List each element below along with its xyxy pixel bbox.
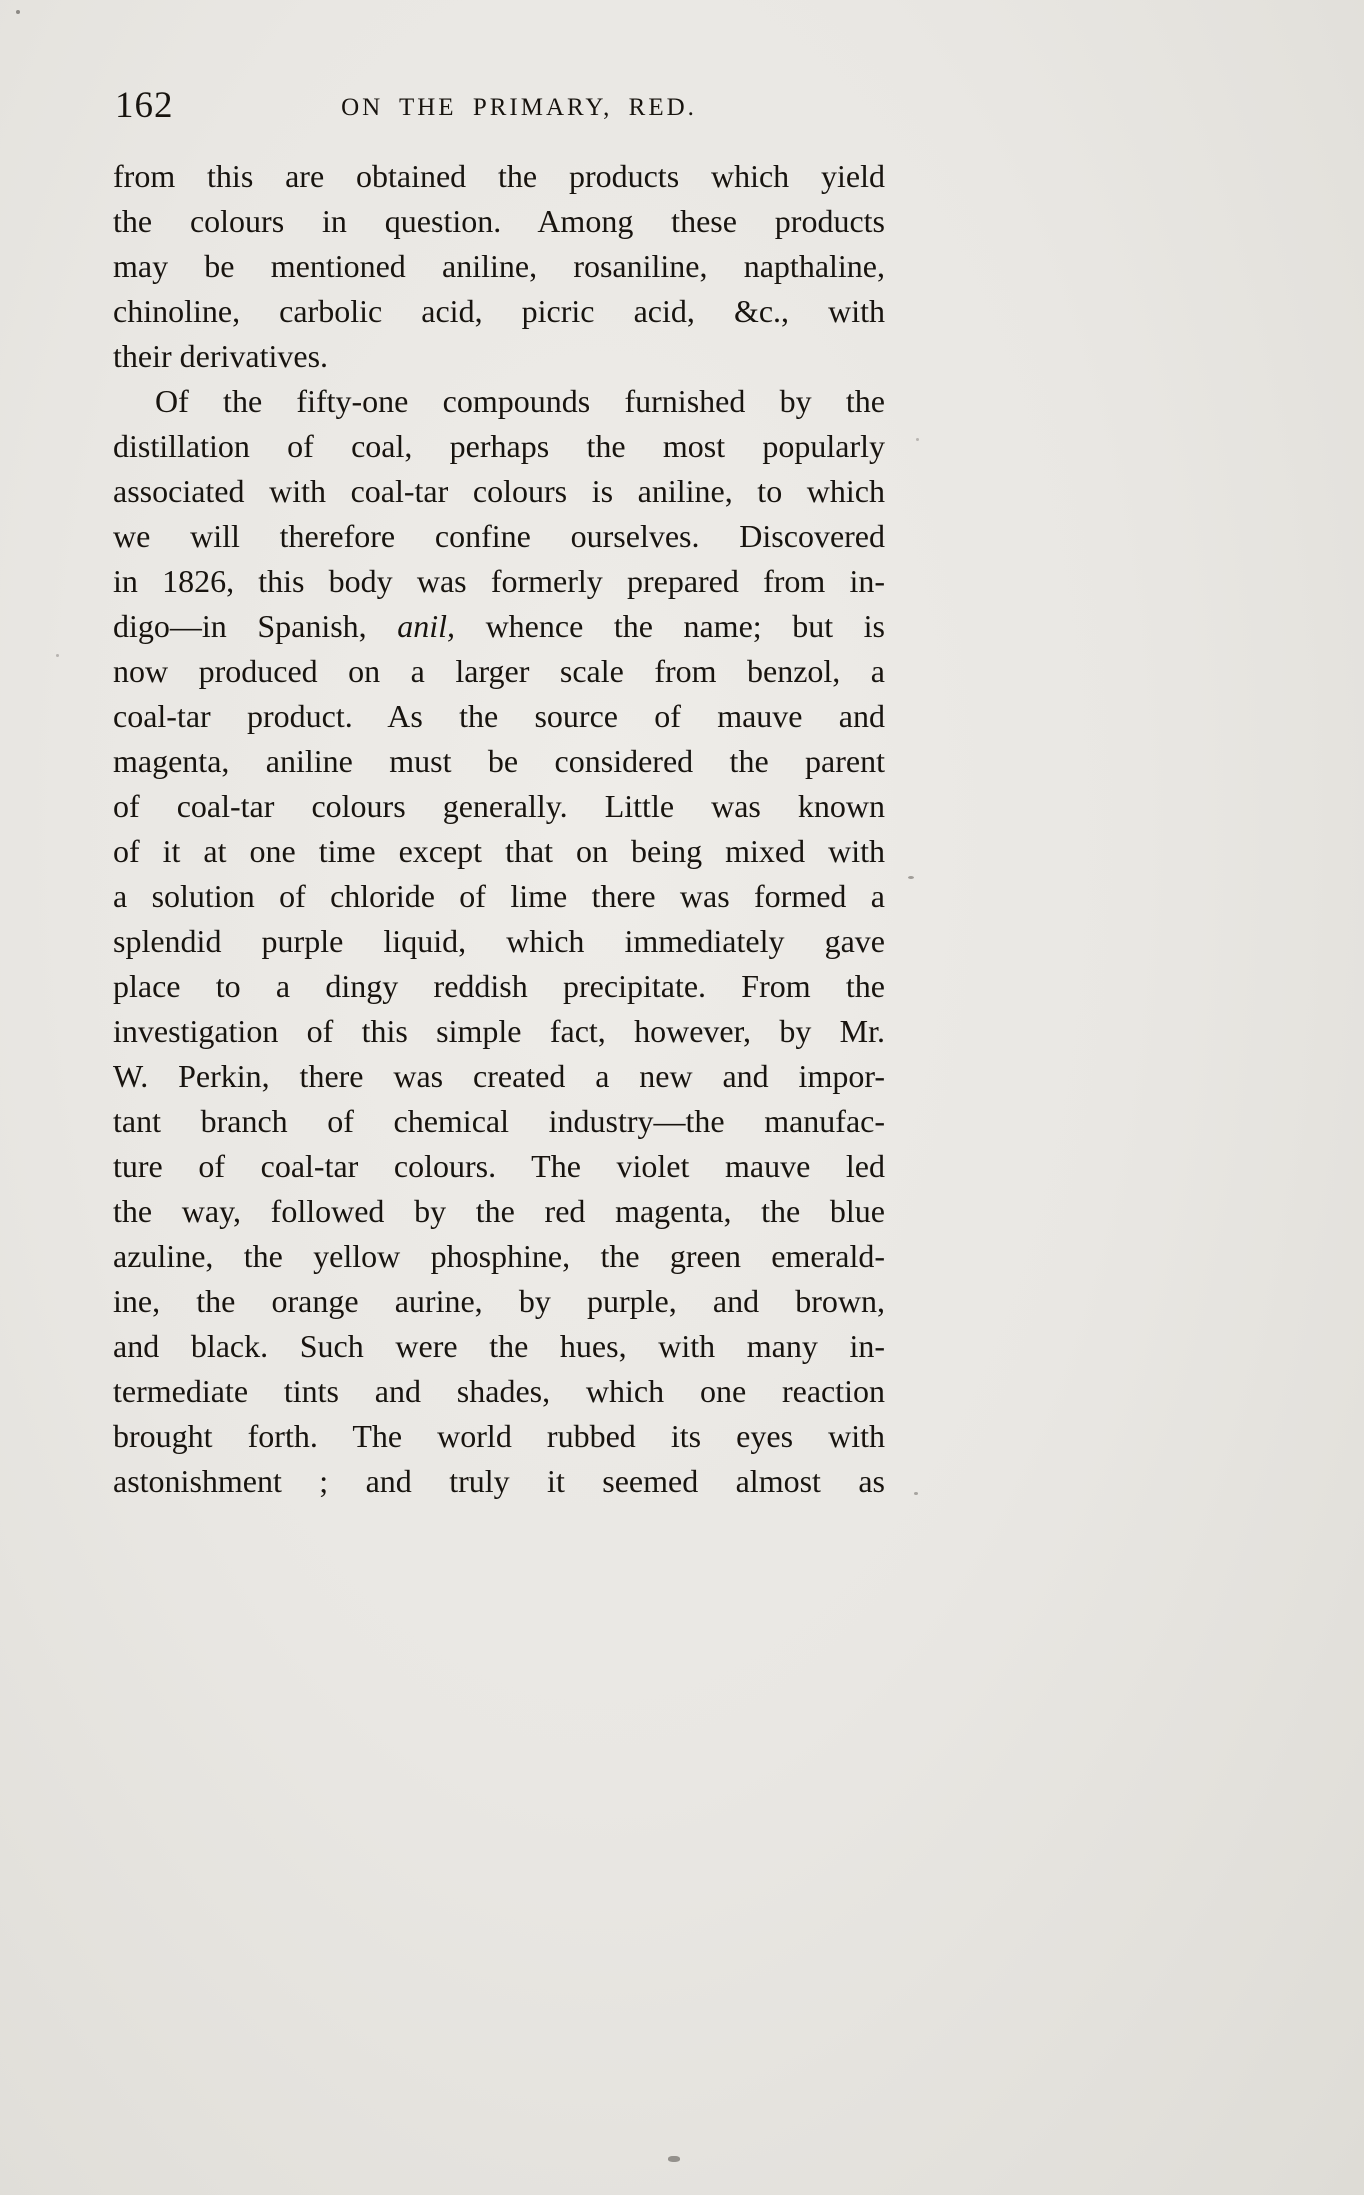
text-line bbox=[113, 244, 885, 289]
text-line bbox=[113, 604, 885, 649]
text-line bbox=[113, 649, 885, 694]
text-line bbox=[113, 739, 885, 784]
scan-speck bbox=[908, 876, 914, 879]
text-segment: of it at one time except that on being mixed with bbox=[113, 833, 885, 869]
text-segment: whence the name; but is bbox=[455, 608, 886, 644]
text-segment: astonishment ; and truly it seemed almost as bbox=[113, 1463, 885, 1499]
text-line bbox=[113, 1414, 885, 1459]
scan-speck bbox=[668, 2156, 680, 2162]
text-line bbox=[113, 1099, 885, 1144]
text-line bbox=[113, 1324, 885, 1369]
page-header-row bbox=[113, 84, 885, 130]
text-line bbox=[113, 379, 885, 424]
page-body bbox=[113, 154, 885, 1504]
text-segment: a solution of chloride of lime there was formed a bbox=[113, 878, 885, 914]
text-segment: in 1826, this body was formerly prepared from in- bbox=[113, 563, 885, 599]
text-line bbox=[113, 1279, 885, 1324]
text-segment: chinoline, carbolic acid, picric acid, &c., with bbox=[113, 293, 885, 329]
text-segment: brought forth. The world rubbed its eyes with bbox=[113, 1418, 885, 1454]
text-line bbox=[113, 1234, 885, 1279]
text-line bbox=[113, 829, 885, 874]
text-line bbox=[113, 199, 885, 244]
text-segment: associated with coal-tar colours is aniline, to which bbox=[113, 473, 885, 509]
text-segment: the way, followed by the red magenta, the blue bbox=[113, 1193, 885, 1229]
text-segment: coal-tar product. As the source of mauve and bbox=[113, 698, 885, 734]
text-segment: from this are obtained the products which yield bbox=[113, 158, 885, 194]
text-line bbox=[113, 514, 885, 559]
text-segment: magenta, aniline must be considered the parent bbox=[113, 743, 885, 779]
scan-speck bbox=[916, 438, 919, 441]
text-segment: investigation of this simple fact, however, by Mr. bbox=[113, 1013, 885, 1049]
running-header: ON THE PRIMARY, RED. bbox=[341, 94, 697, 121]
scan-speck bbox=[16, 10, 20, 14]
text-line bbox=[113, 964, 885, 1009]
text-line bbox=[113, 559, 885, 604]
text-segment: termediate tints and shades, which one reaction bbox=[113, 1373, 885, 1409]
text-segment: their derivatives. bbox=[113, 338, 329, 374]
text-segment: tant branch of chemical industry—the manufac- bbox=[113, 1103, 885, 1139]
text-line bbox=[113, 334, 885, 379]
text-segment: we will therefore confine ourselves. Discovered bbox=[113, 518, 885, 554]
text-segment: W. Perkin, there was created a new and impor- bbox=[113, 1058, 885, 1094]
text-line bbox=[113, 1369, 885, 1414]
text-line bbox=[113, 1144, 885, 1189]
text-segment: and black. Such were the hues, with many in- bbox=[113, 1328, 885, 1364]
text-segment: ine, the orange aurine, by purple, and brown, bbox=[113, 1283, 885, 1319]
text-segment: splendid purple liquid, which immediately gave bbox=[113, 923, 885, 959]
text-line bbox=[113, 469, 885, 514]
text-line bbox=[113, 289, 885, 334]
text-line bbox=[113, 784, 885, 829]
page-number: 162 bbox=[115, 85, 174, 126]
text-segment: now produced on a larger scale from benzol, a bbox=[113, 653, 885, 689]
text-segment: may be mentioned aniline, rosaniline, napthaline, bbox=[113, 248, 885, 284]
text-segment: digo—in Spanish, bbox=[113, 608, 398, 644]
text-segment: place to a dingy reddish precipitate. From the bbox=[113, 968, 885, 1004]
text-line bbox=[113, 1009, 885, 1054]
text-line bbox=[113, 694, 885, 739]
text-segment: azuline, the yellow phosphine, the green emerald- bbox=[113, 1238, 885, 1274]
italic-term: anil, bbox=[397, 608, 456, 644]
scan-speck bbox=[56, 654, 59, 657]
text-segment: the colours in question. Among these products bbox=[113, 203, 885, 239]
text-segment: distillation of coal, perhaps the most popularly bbox=[113, 428, 885, 464]
text-segment: ture of coal-tar colours. The violet mauve led bbox=[113, 1148, 885, 1184]
text-line bbox=[113, 919, 885, 964]
text-segment: of coal-tar colours generally. Little was known bbox=[113, 788, 885, 824]
text-line bbox=[113, 1189, 885, 1234]
text-line bbox=[113, 154, 885, 199]
scan-speck bbox=[914, 1492, 918, 1495]
text-line bbox=[113, 1054, 885, 1099]
text-line bbox=[113, 424, 885, 469]
text-segment: Of the fifty-one compounds furnished by the bbox=[155, 383, 885, 419]
text-line bbox=[113, 1459, 885, 1504]
text-line bbox=[113, 874, 885, 919]
